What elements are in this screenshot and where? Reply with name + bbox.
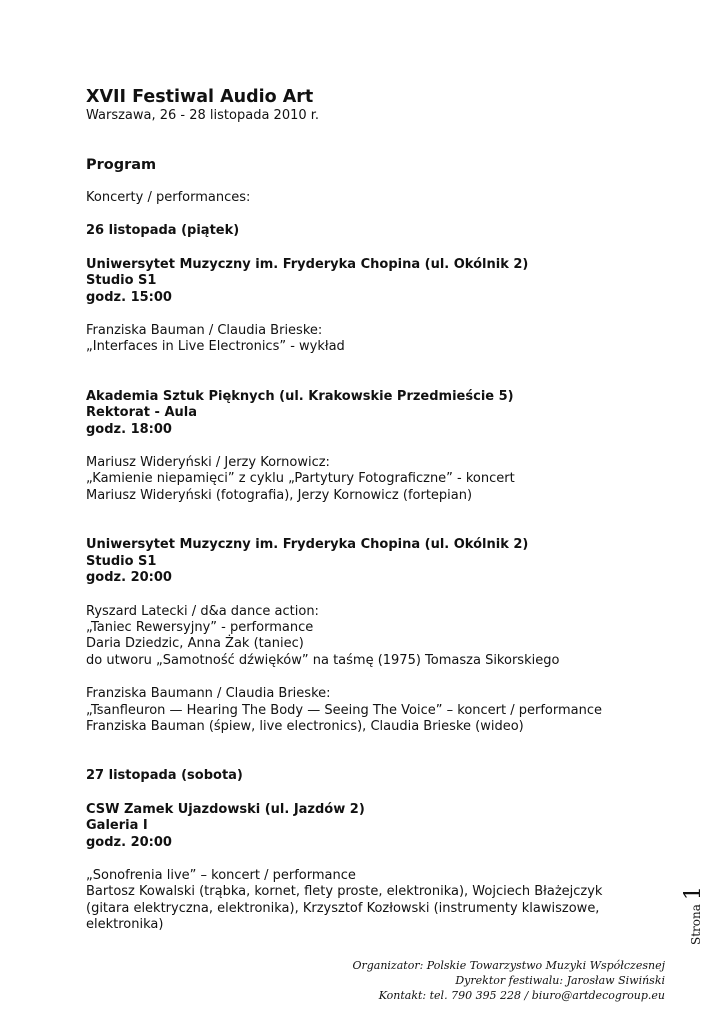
- event-line: Franziska Bauman / Claudia Brieske:: [86, 323, 323, 339]
- event: [86, 389, 666, 504]
- program-heading: Program: [86, 157, 157, 173]
- event-room: Rektorat - Aula: [86, 405, 198, 421]
- event-time: godz. 15:00: [86, 289, 172, 305]
- event-line: Bartosz Kowalski (trąbka, kornet, flety proste, elektronika), Wojciech Błażejczyk: [86, 884, 603, 900]
- day-date: 26 listopada (piątek): [86, 223, 240, 239]
- festival-title: XVII Festiwal Audio Art: [86, 87, 314, 107]
- program-intro: Koncerty / performances:: [86, 190, 251, 205]
- event-time: godz. 20:00: [86, 570, 172, 586]
- event-line: Ryszard Latecki / d&a dance action:: [86, 603, 319, 619]
- event: [86, 802, 666, 934]
- event-details: [86, 323, 666, 356]
- event-line: Mariusz Wideryński / Jerzy Kornowicz:: [86, 455, 330, 471]
- event-time: godz. 18:00: [86, 421, 172, 437]
- footer: [352, 958, 665, 1003]
- event: [86, 257, 666, 356]
- event-line: do utworu „Samotność dźwięków” na taśmę (1975) Tomasza Sikorskiego: [86, 652, 560, 668]
- event-line: Franziska Baumann / Claudia Brieske:: [86, 686, 331, 702]
- event: [86, 537, 666, 735]
- event-line: Franziska Bauman (śpiew, live electronics), Claudia Brieske (wideo): [86, 718, 524, 734]
- event-venue: Uniwersytet Muzyczny im. Fryderyka Chopina (ul. Okólnik 2): [86, 537, 529, 553]
- event-room: Galeria I: [86, 818, 148, 834]
- event-room: Studio S1: [86, 273, 157, 289]
- event-line: „Interfaces in Live Electronics” - wykład: [86, 339, 345, 355]
- event-line: „Taniec Rewersyjny” - performance: [86, 619, 314, 635]
- page-number: [681, 885, 705, 945]
- event-venue: Uniwersytet Muzyczny im. Fryderyka Chopina (ul. Okólnik 2): [86, 256, 529, 272]
- event-room: Studio S1: [86, 553, 157, 569]
- event-line: Daria Dziedzic, Anna Żak (taniec): [86, 636, 304, 652]
- event-venue: Akademia Sztuk Pięknych (ul. Krakowskie Przedmieście 5): [86, 388, 514, 404]
- footer-director: Dyrektor festiwalu: Jarosław Siwiński: [455, 974, 665, 987]
- footer-organizer: Organizator: Polskie Towarzystwo Muzyki Współczesnej: [352, 959, 665, 972]
- day-date: 27 listopada (sobota): [86, 768, 243, 784]
- festival-subtitle: Warszawa, 26 - 28 listopada 2010 r.: [86, 108, 320, 123]
- event-line: „Tsanfleuron — Hearing The Body — Seeing The Voice” – koncert / performance: [86, 702, 603, 718]
- event-details: [86, 455, 666, 504]
- event-details: [86, 868, 666, 934]
- document-body: [86, 86, 666, 934]
- page-number-value: 1: [681, 886, 706, 901]
- event-line: (gitara elektryczna, elektronika), Krzysztof Kozłowski (instrumenty klawiszowe,: [86, 900, 600, 916]
- page-label: Strona: [689, 904, 703, 945]
- event-line: Mariusz Wideryński (fotografia), Jerzy Kornowicz (fortepian): [86, 487, 473, 503]
- event-line: „Kamienie niepamięci” z cyklu „Partytury Fotograficzne” - koncert: [86, 471, 515, 487]
- event-line: elektronika): [86, 917, 164, 933]
- event-line: „Sonofrenia live” – koncert / performance: [86, 867, 356, 883]
- event-time: godz. 20:00: [86, 834, 172, 850]
- event-details: [86, 604, 666, 670]
- event-details: [86, 686, 666, 735]
- footer-contact: Kontakt: tel. 790 395 228 / biuro@artdecogroup.eu: [378, 989, 665, 1002]
- event-venue: CSW Zamek Ujazdowski (ul. Jazdów 2): [86, 801, 365, 817]
